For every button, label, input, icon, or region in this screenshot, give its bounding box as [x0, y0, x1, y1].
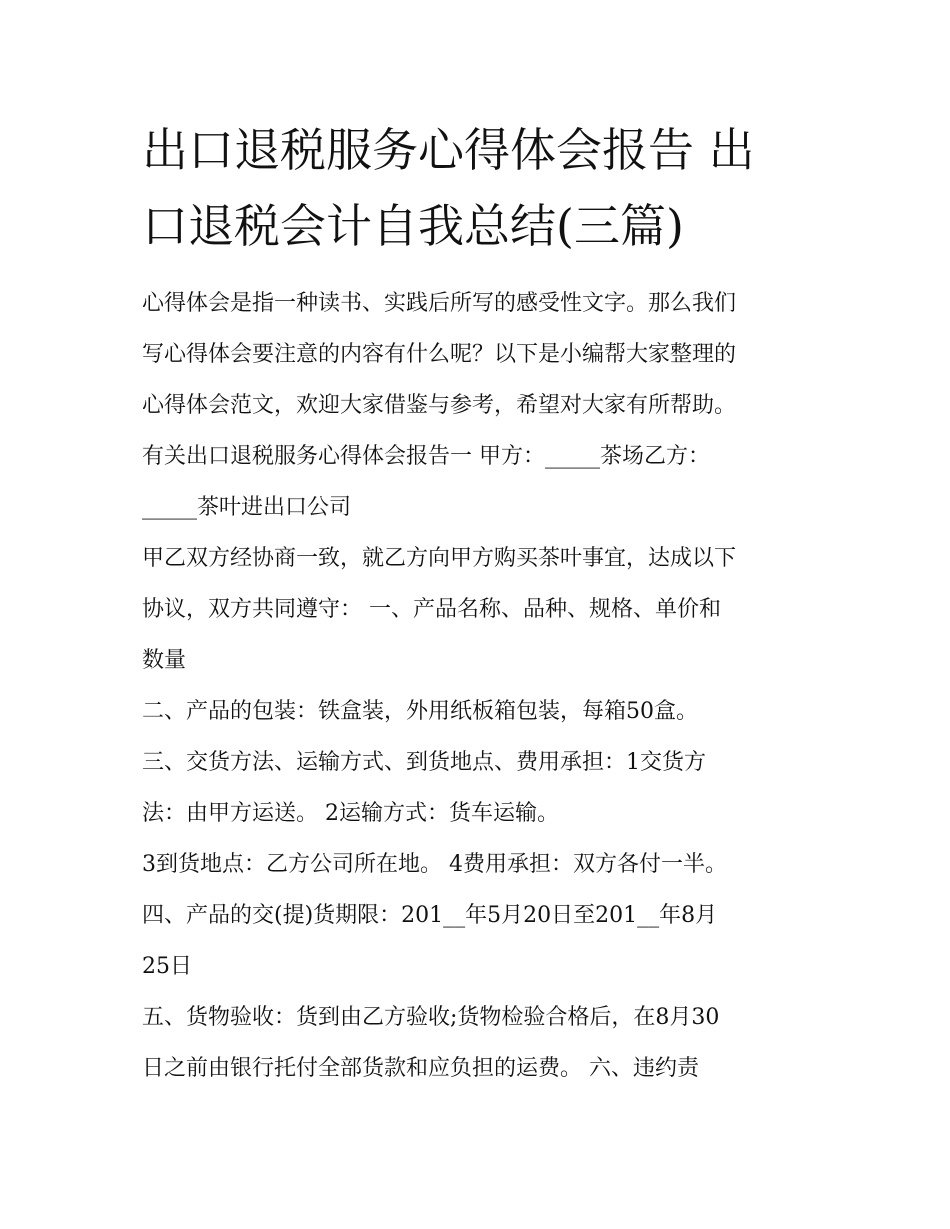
body-line: 甲乙双方经协商一致，就乙方向甲方购买茶叶事宜，达成以下: [142, 546, 737, 571]
body-line: 数量: [142, 648, 187, 673]
body-line: 二、产品的包装：铁盒装，外用纸板箱包装，每箱50盒。: [142, 699, 698, 724]
title-line: 口退税会计自我总结(三篇): [142, 199, 684, 253]
document-title: [142, 112, 822, 264]
title-line: 出口退税服务心得体会报告 出: [142, 123, 755, 177]
body-line: 心得体会是指一种读书、实践后所写的感受性文字。那么我们: [142, 291, 737, 316]
body-line: 有关出口退税服务心得体会报告一 甲方：_____茶场乙方：: [142, 444, 710, 469]
document-body: [142, 278, 832, 1094]
body-line: 四、产品的交(提)货期限：201__年5月20日至201__年8月: [142, 903, 718, 928]
body-line: 法：由甲方运送。 2运输方式：货车运输。: [142, 801, 559, 826]
body-line: 心得体会范文，欢迎大家借鉴与参考，希望对大家有所帮助。: [142, 393, 737, 418]
body-line: _____茶叶进出口公司: [142, 495, 352, 520]
body-line: 3到货地点：乙方公司所在地。 4费用承担：双方各付一半。: [142, 852, 727, 877]
body-line: 协议，双方共同遵守： 一、产品名称、品种、规格、单价和: [142, 597, 721, 622]
body-line: 三、交货方法、运输方式、到货地点、费用承担：1交货方: [142, 750, 706, 775]
body-line: 五、货物验收：货到由乙方验收;货物检验合格后，在8月30: [142, 1005, 720, 1030]
body-line: 写心得体会要注意的内容有什么呢？以下是小编帮大家整理的: [142, 342, 737, 367]
body-line: 日之前由银行托付全部货款和应负担的运费。 六、违约责: [142, 1056, 699, 1081]
body-line: 25日: [142, 954, 192, 979]
